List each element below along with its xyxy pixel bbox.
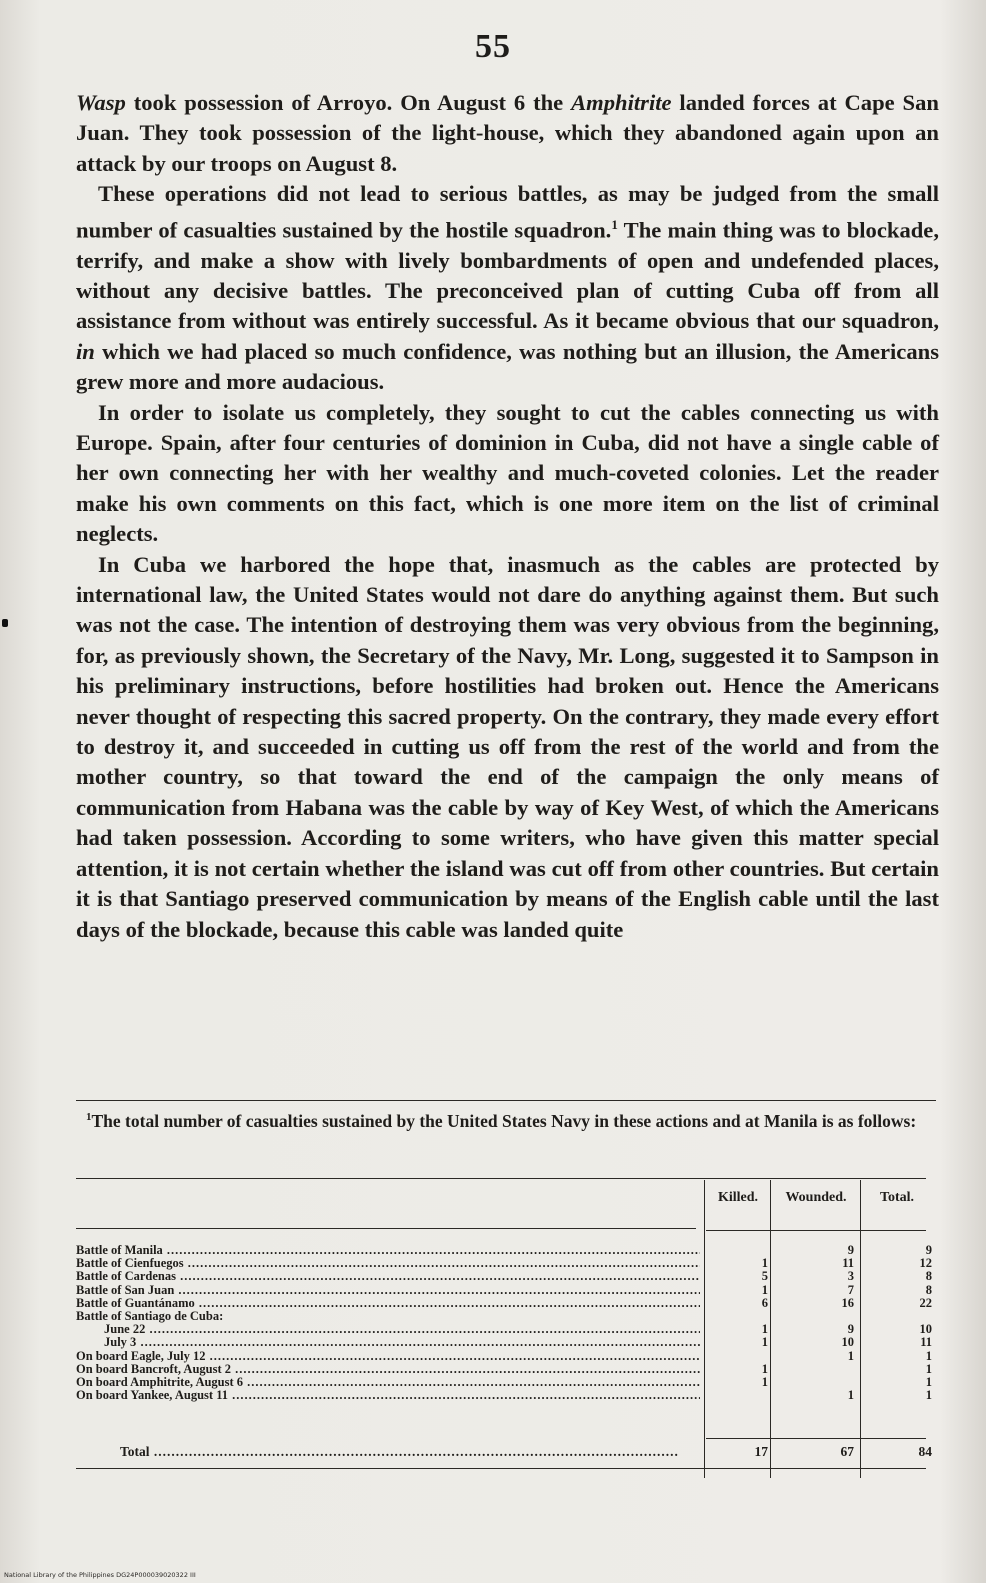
text-segment: The main thing was to blockade, terrify, and make a show with lively bombardments of open and undefended places, without any decisive battles. The preconceived plan of cutting Cuba off from all assistance from without was entirely successful. As it became obvious that our squadron, [76,217,939,334]
row-label: Battle of Cienfuegos ..... [76,1257,700,1270]
table-row [76,1284,936,1297]
cell-total: 1 [925,1348,932,1363]
cell-total: 9 [925,1243,932,1257]
text-segment: In order to isolate us completely, they sought to cut the cables connecting us with Europe. Spain, after four centuries of dominion in Cuba, did not have a single cable of her own connecting her with her wealthy and much-coveted colonies. Let the reader make his own comments on this fact, which is one more item on the list of criminal neglects. [76,399,939,547]
total-wounded: 67 [840,1444,854,1459]
paragraph-3 [76,398,939,550]
casualty-table [76,1172,936,1490]
cell-total: 1 [925,1374,932,1389]
table-row [76,1244,936,1257]
footnote-rule [76,1100,936,1101]
table-top-rule [76,1178,926,1179]
cell-total: 22 [919,1295,932,1310]
text-segment: took possession of Arroyo. On August 6 the [125,90,572,115]
cell-wounded: 1 [847,1348,854,1363]
total-rule [706,1438,926,1439]
header-rule-left [76,1228,696,1229]
cell-killed: 1 [761,1374,768,1389]
page-number: 55 [475,28,511,65]
table-row [76,1270,936,1283]
cell-wounded: 3 [847,1269,854,1284]
table-row [76,1350,936,1363]
text-segment: landed forces at Cape San Juan. They took possession of the light-house, which they abandoned again upon an attack by our troops on August 8. [76,90,939,176]
cell-killed: 5 [761,1269,768,1284]
cell-wounded: 10 [841,1335,854,1350]
row-label: On board Amphitrite, August 6 ..... [76,1376,700,1389]
cell-killed: 1 [761,1322,768,1337]
header-wounded: Wounded. [785,1190,847,1205]
cell-killed: 1 [761,1361,768,1376]
cell-wounded: 1 [847,1388,854,1403]
paragraph-4 [76,550,939,945]
footnote-marker: 1 [86,1111,92,1123]
footnote-reference: 1 [611,216,618,232]
table-row [76,1363,936,1376]
table-row [76,1323,936,1336]
row-label: On board Eagle, July 12 ..... [76,1350,700,1363]
cell-wounded: 7 [847,1282,854,1297]
header-rule [706,1230,926,1231]
row-label: On board Bancroft, August 2 ..... [76,1363,700,1376]
table-row [76,1336,936,1349]
total-killed: 17 [754,1444,768,1459]
cell-killed: 1 [761,1282,768,1297]
table-bottom-rule [76,1468,926,1469]
row-label: June 22 ..... [76,1323,700,1336]
cell-wounded: 9 [847,1322,854,1337]
cell-wounded: 9 [847,1243,854,1257]
table-row [76,1297,936,1310]
cell-total: 1 [925,1388,932,1403]
cell-total: 1 [925,1361,932,1376]
row-label: Battle of Manila ..... [76,1244,700,1257]
row-label: Battle of Cardenas ..... [76,1270,700,1283]
cell-killed: 6 [761,1295,768,1310]
text-segment: These operations did not lead to serious battles, as may be judged from the small number of casualties sustained by the hostile squadron. [76,181,939,243]
row-label: Battle of Guantánamo ..... [76,1297,700,1310]
table-row [76,1310,936,1323]
row-label: July 3 ..... [76,1336,700,1349]
row-label: Battle of San Juan ..... [76,1284,700,1297]
paragraph-1 [76,88,939,179]
margin-ink-mark [2,619,8,627]
total-total: 84 [918,1444,932,1459]
header-total: Total. [879,1190,915,1205]
paragraph-2 [76,179,939,397]
body-text [76,88,939,945]
footnote [76,1106,939,1132]
cell-total: 8 [925,1269,932,1284]
text-segment: in [76,338,95,364]
cell-wounded: 16 [841,1295,854,1310]
total-label: Total ..... [120,1444,700,1460]
table-total-row [76,1444,936,1464]
table-row [76,1257,936,1270]
row-label: On board Yankee, August 11 ..... [76,1389,700,1402]
cell-total: 11 [920,1335,932,1350]
cell-killed: 1 [761,1256,768,1271]
text-segment: Amphitrite [571,90,672,115]
table-body [76,1244,936,1402]
cell-killed: 1 [761,1335,768,1350]
text-segment: which we had placed so much confidence, was nothing but an illusion, the Americans grew more and more audacious. [76,338,939,395]
table-row [76,1389,936,1402]
header-killed: Killed. [717,1190,759,1205]
cell-wounded: 11 [842,1256,854,1271]
text-segment: Wasp [76,90,126,115]
cell-total: 12 [919,1256,932,1271]
cell-total: 8 [925,1282,932,1297]
text-segment: In Cuba we harbored the hope that, inasmuch as the cables are protected by international law, the United States would not dare do anything against them. But such was not the case. The intention of destroying them was very obvious from the beginning, for, as previously shown, the Secretary of the Navy, Mr. Long, suggested it to Sampson in his preliminary instructions, before hostilities had broken out. Hence the Americans never thought of respecting this sacred property. On the contrary, they made every effort to destroy it, and succeeded in cutting us off from the rest of the world and from the mother country, so that toward the end of the campaign the only means of communication from Habana was the cable by way of Key West, of which the Americans had taken possession. According to some writers, who have given this matter special attention, it is not certain whether the island was cut off from other countries. But certain it is that Santiago preserved communication by means of the English cable until the last days of the blockade, because this cable was landed quite [76,551,939,942]
row-label: Battle of Santiago de Cuba: [76,1308,224,1323]
cell-total: 10 [919,1322,932,1337]
footnote-text: The total number of casualties sustained by the United States Navy in these actions and at Manila is as follows: [91,1110,917,1131]
table-row [76,1376,936,1389]
library-credit: National Library of the Philippines DG24P000039020322 III [4,1571,196,1579]
